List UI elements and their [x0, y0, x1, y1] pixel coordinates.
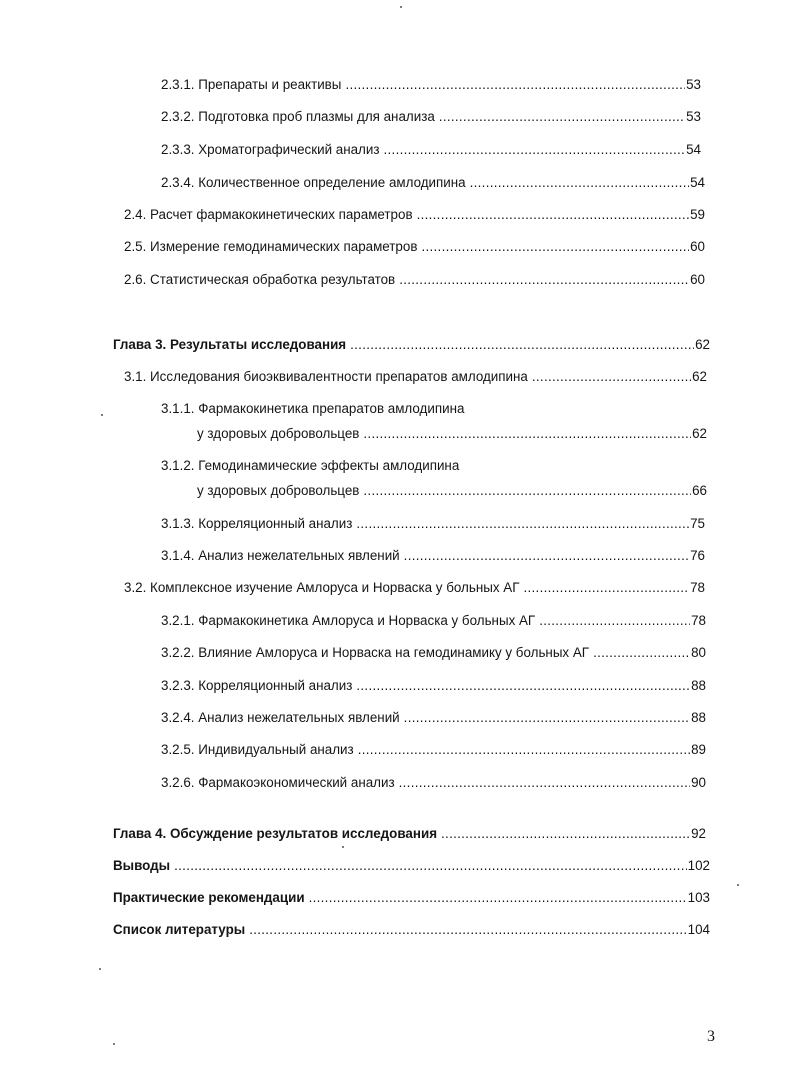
scan-speck — [737, 884, 739, 886]
toc-entry-title: 3.2.4. Анализ нежелательных явлений ..... — [161, 710, 706, 726]
toc-entry-page: 92 — [691, 826, 706, 841]
toc-entry-3-1-1-title: 3.1.1. Фармакокинетика препаратов амлодипина — [161, 401, 465, 416]
toc-entry-2-3-4 — [161, 175, 705, 191]
toc-entry-title: 2.3.4. Количественное определение амлодипина ..... — [161, 175, 705, 191]
toc-entry-3-2-4 — [161, 710, 706, 726]
toc-chapter-4 — [113, 826, 706, 842]
toc-entry-page: 88 — [691, 710, 706, 725]
toc-entry-title: Глава 3. Результаты исследования ..... — [113, 337, 710, 353]
toc-entry-page: 89 — [691, 742, 706, 757]
toc-entry-title: 3.2.6. Фармакоэкономический анализ ..... — [161, 775, 706, 791]
scan-speck — [342, 846, 344, 848]
toc-entry-title: 2.3.1. Препараты и реактивы ..... — [161, 77, 701, 93]
toc-entry-title: Глава 4. Обсуждение результатов исследования ..... — [113, 826, 706, 842]
toc-entry-title: Выводы ..... — [113, 858, 710, 874]
toc-references — [113, 922, 710, 938]
toc-entry-title: 2.6. Статистическая обработка результатов ..... — [124, 272, 705, 288]
toc-entry-title: у здоровых добровольцев ..... — [197, 426, 707, 442]
toc-entry-page: 103 — [687, 890, 710, 905]
toc-entry-3-2-1 — [161, 613, 706, 629]
scan-speck — [99, 968, 101, 970]
toc-entry-3-1 — [124, 369, 707, 385]
toc-entry-page: 76 — [690, 548, 705, 563]
toc-entry-3-1-3 — [161, 516, 705, 532]
toc-entry-title: у здоровых добровольцев ..... — [197, 483, 707, 499]
toc-entry-title: 3.1.3. Корреляционный анализ ..... — [161, 516, 705, 532]
toc-entry-title: 3.2.5. Индивидуальный анализ ..... — [161, 742, 706, 758]
toc-entry-page: 60 — [690, 239, 705, 254]
toc-entry-title: Список литературы ..... — [113, 922, 710, 938]
page-number: 3 — [707, 1028, 715, 1045]
toc-entry-2-5 — [124, 239, 705, 255]
toc-entry-title: 2.3.3. Хроматографический анализ ..... — [161, 142, 701, 158]
toc-entry-title: 3.1. Исследования биоэквивалентности препаратов амлодипина ..... — [124, 369, 707, 385]
toc-entry-title: 3.2.2. Влияние Амлоруса и Норваска на гемодинамику у больных АГ ..... — [161, 645, 706, 661]
toc-entry-title: 3.2.1. Фармакокинетика Амлоруса и Норваска у больных АГ ..... — [161, 613, 706, 629]
toc-conclusions — [113, 858, 710, 874]
toc-chapter-3 — [113, 337, 710, 353]
toc-entry-page: 80 — [691, 645, 706, 660]
toc-entry-2-3-3 — [161, 142, 701, 158]
toc-entry-page: 62 — [692, 369, 707, 384]
toc-entry-3-1-4 — [161, 548, 705, 564]
toc-entry-title: 3.1.4. Анализ нежелательных явлений ..... — [161, 548, 705, 564]
toc-entry-page: 54 — [686, 142, 701, 157]
toc-entry-page: 59 — [690, 207, 705, 222]
toc-entry-3-1-2-title: 3.1.2. Гемодинамические эффекты амлодипина — [161, 458, 460, 473]
toc-entry-page: 53 — [686, 77, 701, 92]
scan-speck — [113, 1043, 115, 1045]
toc-entry-3-2-5 — [161, 742, 706, 758]
toc-entry-3-2-2 — [161, 645, 706, 661]
toc-entry-page: 75 — [690, 516, 705, 531]
toc-entry-page: 78 — [690, 580, 705, 595]
toc-entry-page: 102 — [687, 858, 710, 873]
toc-entry-3-2-6 — [161, 775, 706, 791]
toc-entry-page: 60 — [690, 272, 705, 287]
scan-speck — [400, 6, 402, 8]
toc-entry-title: Практические рекомендации ..... — [113, 890, 710, 906]
toc-entry-page: 104 — [687, 922, 710, 937]
toc-entry-page: 53 — [686, 109, 701, 124]
toc-entry-page: 78 — [691, 613, 706, 628]
toc-entry-3-1-2 — [197, 483, 707, 499]
toc-entry-title: 3.2.3. Корреляционный анализ ..... — [161, 678, 706, 694]
toc-entry-3-2 — [124, 580, 705, 596]
toc-entry-2-6 — [124, 272, 705, 288]
toc-entry-title: 3.2. Комплексное изучение Амлоруса и Норваска у больных АГ ..... — [124, 580, 705, 596]
toc-entry-title: 2.3.2. Подготовка проб плазмы для анализа ..... — [161, 109, 701, 125]
toc-entry-2-3-2 — [161, 109, 701, 125]
scan-speck — [101, 414, 103, 416]
toc-entry-page: 90 — [691, 775, 706, 790]
toc-entry-3-1-1 — [197, 426, 707, 442]
toc-entry-page: 88 — [691, 678, 706, 693]
toc-entry-page: 54 — [690, 175, 705, 190]
toc-entry-3-2-3 — [161, 678, 706, 694]
toc-entry-2-4 — [124, 207, 705, 223]
toc-recommendations — [113, 890, 710, 906]
toc-entry-title: 2.5. Измерение гемодинамических параметров ..... — [124, 239, 705, 255]
toc-entry-2-3-1 — [161, 77, 701, 93]
toc-entry-page: 66 — [692, 483, 707, 498]
toc-entry-title: 2.4. Расчет фармакокинетических параметров ..... — [124, 207, 705, 223]
toc-entry-page: 62 — [695, 337, 710, 352]
toc-entry-page: 62 — [692, 426, 707, 441]
